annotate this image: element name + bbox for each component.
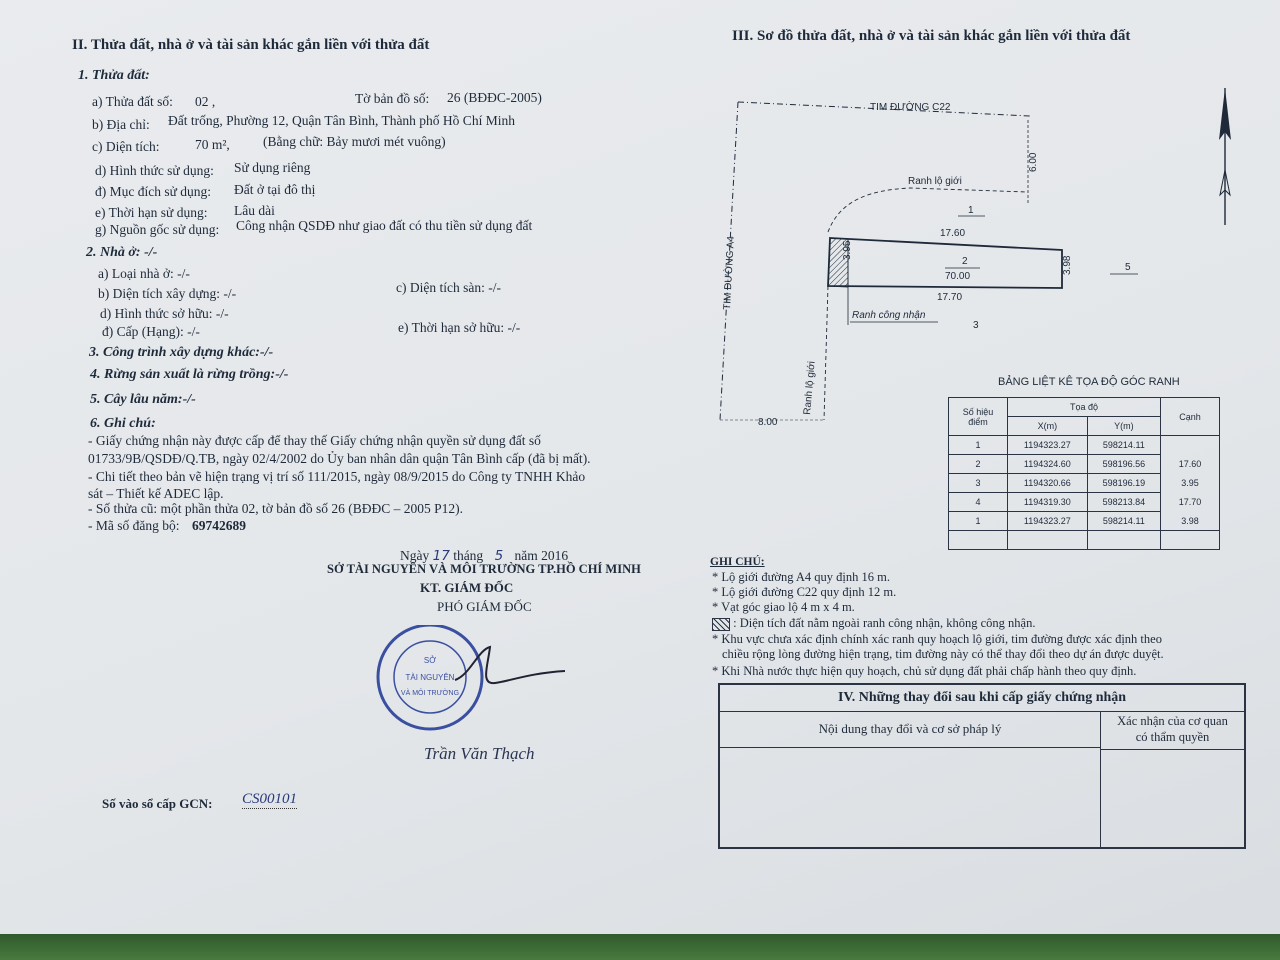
seal-line-2: TÀI NGUYÊN xyxy=(405,673,455,682)
cell-edge: 3.98 xyxy=(1161,512,1220,531)
road-c22-label: TIM ĐƯỜNG C22 xyxy=(870,102,951,113)
section-4-title: IV. Những thay đổi sau khi cấp giấy chứng nhận xyxy=(720,685,1244,712)
house-type: a) Loại nhà ở: -/- xyxy=(98,266,190,281)
table-row xyxy=(949,455,1220,474)
perennial-trees: 5. Cây lâu năm:-/- xyxy=(90,392,196,407)
parcel-label-3: 3 xyxy=(973,320,979,331)
signature-stroke xyxy=(455,647,565,683)
cell-edge: 3.95 xyxy=(1161,474,1220,493)
cell-y: 598213.84 xyxy=(1087,493,1160,512)
note-a4: * Lộ giới đường A4 quy định 16 m. xyxy=(712,570,890,584)
note-3: - Số thửa cũ: một phần thửa 02, tờ bản đồ số 26 (BĐĐC – 2005 P12). xyxy=(88,501,464,516)
notes-title: GHI CHÚ: xyxy=(710,556,765,568)
coord-table-title: BẢNG LIỆT KÊ TỌA ĐỘ GÓC RANH xyxy=(998,376,1180,388)
col-point: Số hiệu điểm xyxy=(949,398,1008,436)
note-1-line-1: - Giấy chứng nhận này được cấp để thay thế Giấy chứng nhận quyền sử dụng đất số xyxy=(88,433,541,448)
cell-y: 598214.11 xyxy=(1087,436,1160,455)
cell-edge: 17.60 xyxy=(1161,455,1220,474)
ownership-term: e) Thời hạn sở hữu: -/- xyxy=(398,320,521,335)
note-1-line-2: 01733/9B/QSDĐ/Q.TB, ngày 02/4/2002 do Ủy ban nhân dân quận Tân Bình cấp (đã bị mất). xyxy=(88,451,591,466)
usage-term-label: e) Thời hạn sử dụng: xyxy=(95,205,208,220)
table-row xyxy=(949,474,1220,493)
registration-code: 69742689 xyxy=(192,518,246,533)
col-edge: Cạnh xyxy=(1161,398,1220,436)
dim-600: 6.00 xyxy=(1028,152,1039,172)
parcel-number-label: a) Thửa đất số: xyxy=(92,94,173,109)
parcel-area: 70.00 xyxy=(945,271,971,282)
note-2-line-2: sát – Thiết kế ADEC lập. xyxy=(88,486,224,501)
ownership-form: d) Hình thức sở hữu: -/- xyxy=(100,306,229,321)
changes-table xyxy=(718,683,1246,849)
col-x: X(m) xyxy=(1008,417,1088,436)
ranh-lo-gioi-left: Ranh lộ giới xyxy=(802,360,818,416)
gcn-register-label: Số vào sổ cấp GCN: xyxy=(102,796,213,811)
col-coord: Tọa độ xyxy=(1008,398,1161,417)
map-sheet: 26 (BĐĐC-2005) xyxy=(447,90,542,105)
note-compliance: * Khi Nhà nước thực hiện quy hoạch, chủ sử dụng đất phải chấp hành theo quy định. xyxy=(712,664,1137,678)
road-a4-label: TIM ĐƯỜNG A4 xyxy=(722,235,737,311)
official-seal-and-signature xyxy=(370,625,570,735)
cell-edge: 17.70 xyxy=(1161,493,1220,512)
green-border xyxy=(0,934,1280,960)
note-hatched xyxy=(712,616,1035,631)
seal-line-3: VÀ MÔI TRƯỜNG xyxy=(400,690,460,697)
date-prefix: Ngày xyxy=(400,548,430,563)
note-planning-2: chiều rộng lòng đường hiện trạng, tim đường này có thể thay đổi theo dự án được duyệt. xyxy=(722,647,1164,661)
usage-form: Sử dụng riêng xyxy=(234,160,311,175)
col-y: Y(m) xyxy=(1087,417,1160,436)
usage-origin-label: g) Nguồn gốc sử dụng: xyxy=(95,222,220,237)
usage-purpose: Đất ở tại đô thị xyxy=(234,182,316,197)
cell-x: 1194324.60 xyxy=(1008,455,1088,474)
kt-director: KT. GIÁM ĐỐC xyxy=(420,580,514,595)
usage-form-label: d) Hình thức sử dụng: xyxy=(95,163,214,178)
boundary-curve xyxy=(828,188,1028,232)
table-row xyxy=(949,493,1220,512)
changes-content-header: Nội dung thay đổi và cơ sở pháp lý xyxy=(720,711,1101,748)
parcel-label-5: 5 xyxy=(1125,262,1131,273)
parcel-label-2: 2 xyxy=(962,256,968,267)
area-label: c) Diện tích: xyxy=(92,139,160,154)
cell-x: 1194319.30 xyxy=(1008,493,1088,512)
usage-origin: Công nhận QSDĐ như giao đất có thu tiền sử dụng đất xyxy=(236,218,533,233)
confirmation-header-line-2: có thẩm quyền xyxy=(1135,730,1210,744)
right-edge-length: 3.98 xyxy=(1062,255,1073,275)
cell-point: 4 xyxy=(949,493,1008,512)
deputy-director: PHÓ GIÁM ĐỐC xyxy=(437,599,532,614)
left-edge-length: 3.95 xyxy=(842,240,853,260)
cell-y: 598196.19 xyxy=(1087,474,1160,493)
note-hatched-text: : Diện tích đất nằm ngoài ranh công nhận, không công nhận. xyxy=(733,616,1036,630)
ranh-cong-nhan: Ranh công nhận xyxy=(852,310,926,321)
cell-point: 3 xyxy=(949,474,1008,493)
cell-y: 598196.56 xyxy=(1087,455,1160,474)
address-label: b) Địa chỉ: xyxy=(92,117,150,132)
area-in-words: (Bằng chữ: Bảy mươi mét vuông) xyxy=(263,134,446,149)
cell-point: 1 xyxy=(949,512,1008,531)
cell-point: 1 xyxy=(949,436,1008,455)
confirmation-header xyxy=(1101,711,1244,750)
cell-x: 1194320.66 xyxy=(1008,474,1088,493)
other-construction: 3. Công trình xây dựng khác:-/- xyxy=(89,345,274,360)
coordinate-table xyxy=(948,397,1220,550)
parcel-label-1: 1 xyxy=(968,205,974,216)
cell-edge xyxy=(1161,436,1220,455)
date-month-label: tháng xyxy=(453,548,484,563)
land-heading: 1. Thửa đất: xyxy=(78,68,150,83)
cell-y: 598214.11 xyxy=(1087,512,1160,531)
floor-area: c) Diện tích sàn: -/- xyxy=(396,280,501,295)
note-c22: * Lộ giới đường C22 quy định 12 m. xyxy=(712,585,897,599)
date-year: năm 2016 xyxy=(514,548,569,563)
cell-point: 2 xyxy=(949,455,1008,474)
table-row xyxy=(949,512,1220,531)
date-day: 17 xyxy=(432,548,450,564)
parcel-number: 02 , xyxy=(195,94,216,109)
construction-area: b) Diện tích xây dựng: -/- xyxy=(98,286,237,301)
note-corner: * Vạt góc giao lộ 4 m x 4 m. xyxy=(712,600,855,614)
left-boundary-line xyxy=(824,286,828,420)
column-divider xyxy=(1100,747,1101,847)
top-edge-length: 17.60 xyxy=(940,228,966,239)
section-2-title: II. Thửa đất, nhà ở và tài sản khác gắn liền với thửa đất xyxy=(72,37,430,53)
note-4-label: - Mã số đăng bộ: xyxy=(88,518,180,533)
official-seal xyxy=(378,625,482,729)
issuing-agency: SỞ TÀI NGUYÊN VÀ MÔI TRƯỜNG TP.HỒ CHÍ MINH xyxy=(327,562,641,576)
address: Đất trống, Phường 12, Quận Tân Bình, Thành phố Hồ Chí Minh xyxy=(168,113,515,128)
map-sheet-label: Tờ bản đồ số: xyxy=(355,91,430,106)
house-heading: 2. Nhà ở: -/- xyxy=(86,245,158,260)
note-planning-1: * Khu vực chưa xác định chính xác ranh quy hoạch lộ giới, tim đường được xác định theo xyxy=(712,632,1162,646)
notes-heading: 6. Ghi chú: xyxy=(90,416,156,431)
dim-800: 8.00 xyxy=(758,417,778,428)
date-month: 5 xyxy=(494,548,504,564)
area: 70 m², xyxy=(195,137,230,152)
cell-x: 1194323.27 xyxy=(1008,436,1088,455)
note-2-line-1: - Chi tiết theo bản vẽ hiện trạng vị trí số 111/2015, ngày 08/9/2015 do Công ty TNHH Khảo xyxy=(88,469,586,484)
seal-line-1: SỞ xyxy=(423,656,437,665)
ranh-lo-gioi-top: Ranh lộ giới xyxy=(908,176,962,187)
north-arrow-icon xyxy=(1219,88,1231,225)
bottom-edge-length: 17.70 xyxy=(937,292,963,303)
hatch-swatch-icon xyxy=(712,618,730,631)
usage-term: Lâu dài xyxy=(234,203,275,218)
gcn-register-number: CS00101 xyxy=(242,791,298,807)
confirmation-header-line-1: Xác nhận của cơ quan xyxy=(1117,714,1228,728)
cell-x: 1194323.27 xyxy=(1008,512,1088,531)
signer-name: Trần Văn Thạch xyxy=(424,744,535,763)
table-row xyxy=(949,436,1220,455)
house-grade: đ) Cấp (Hạng): -/- xyxy=(102,324,200,339)
usage-purpose-label: đ) Mục đích sử dụng: xyxy=(95,184,212,199)
planted-forest: 4. Rừng sản xuất là rừng trồng:-/- xyxy=(90,367,289,382)
section-3-title: III. Sơ đồ thửa đất, nhà ở và tài sản khác gắn liền với thửa đất xyxy=(732,28,1131,44)
